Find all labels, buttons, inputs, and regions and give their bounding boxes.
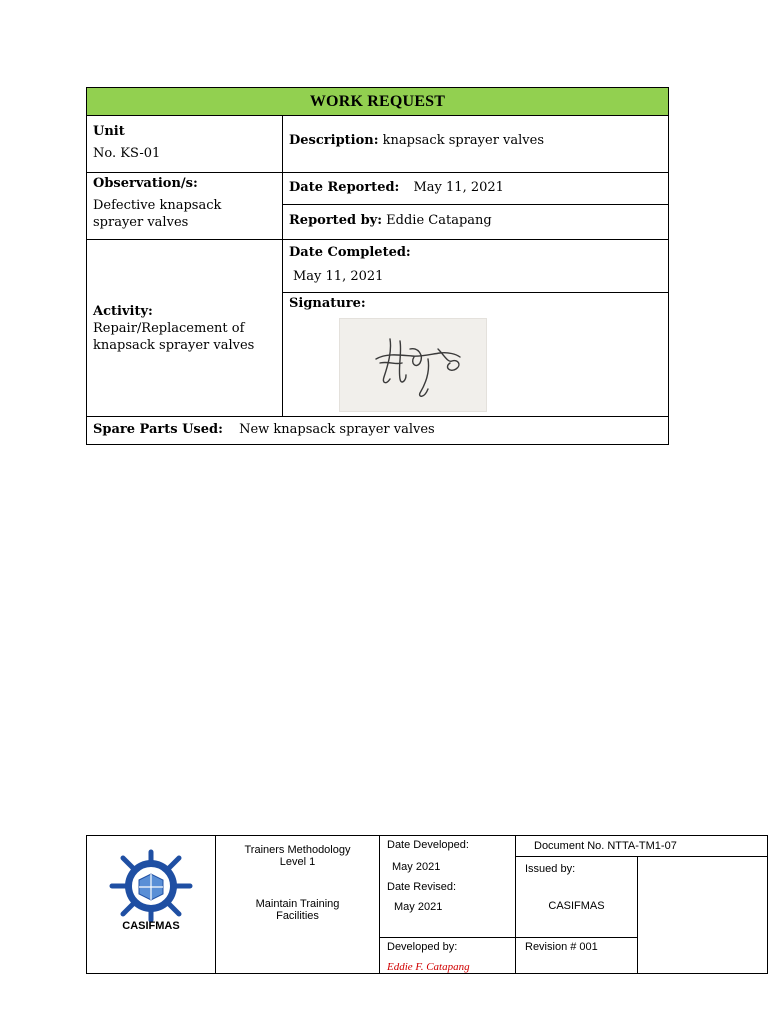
date-developed-value: May 2021 — [392, 861, 441, 873]
observation-label: Observation/s: — [93, 176, 198, 191]
observation-cell — [87, 173, 283, 240]
course-cell — [216, 836, 380, 974]
date-developed-label: Date Developed: — [387, 839, 469, 851]
activity-cell — [87, 240, 283, 417]
reported-by-cell — [283, 205, 669, 240]
signature-cell — [283, 293, 669, 417]
revision-cell — [516, 938, 638, 974]
date-reported-label: Date Reported: — [289, 180, 400, 195]
reported-by-label: Reported by: — [289, 213, 383, 228]
ship-wheel-logo-icon — [106, 846, 196, 926]
dates-cell — [380, 836, 516, 938]
activity-label: Activity: — [93, 303, 153, 319]
signature-label: Signature: — [289, 296, 366, 311]
description-cell — [283, 116, 669, 173]
revision-number: Revision # 001 — [525, 941, 598, 953]
spare-parts-cell — [87, 417, 669, 445]
document-no-cell — [516, 836, 768, 857]
document-footer — [86, 835, 768, 974]
date-completed-cell — [283, 240, 669, 293]
observation-value: Defective knapsack sprayer valves — [93, 198, 222, 230]
description-label: Description: — [289, 133, 379, 148]
spare-parts-value: New knapsack sprayer valves — [239, 422, 435, 437]
signature-scribble — [340, 319, 486, 411]
form-title: WORK REQUEST — [87, 88, 669, 116]
course-line-1: Trainers Methodology — [244, 844, 351, 856]
reported-by-value: Eddie Catapang — [386, 213, 492, 228]
spare-parts-label: Spare Parts Used: — [93, 422, 223, 437]
work-request-table — [86, 87, 669, 445]
module-line-1: Maintain Training — [255, 898, 340, 910]
developed-by-cell — [380, 938, 516, 974]
unit-cell — [87, 116, 283, 173]
blank-cell — [638, 857, 768, 974]
date-revised-label: Date Revised: — [387, 881, 457, 893]
logo-cell — [87, 836, 216, 974]
unit-label: Unit — [93, 124, 125, 139]
signature-image — [339, 318, 487, 412]
date-revised-value: May 2021 — [394, 901, 443, 913]
developed-by-label: Developed by: — [387, 941, 458, 953]
issued-by-value: CASIFMAS — [548, 900, 605, 912]
date-reported-value: May 11, 2021 — [413, 180, 504, 195]
date-completed-value: May 11, 2021 — [293, 269, 384, 284]
issued-by-cell — [516, 857, 638, 938]
unit-value: No. KS-01 — [93, 146, 161, 161]
date-completed-label: Date Completed: — [289, 245, 411, 260]
description-value: knapsack sprayer valves — [382, 133, 545, 148]
issued-by-label: Issued by: — [525, 863, 576, 875]
developed-by-value: Eddie F. Catapang — [387, 961, 470, 973]
module-line-2: Facilities — [276, 910, 319, 922]
date-reported-cell — [283, 173, 669, 205]
org-name: CASIFMAS — [122, 920, 180, 932]
course-line-2: Level 1 — [279, 856, 316, 868]
document-no: Document No. NTTA-TM1-07 — [534, 840, 677, 852]
activity-value: Repair/Replacement of knapsack sprayer valves — [93, 320, 255, 353]
